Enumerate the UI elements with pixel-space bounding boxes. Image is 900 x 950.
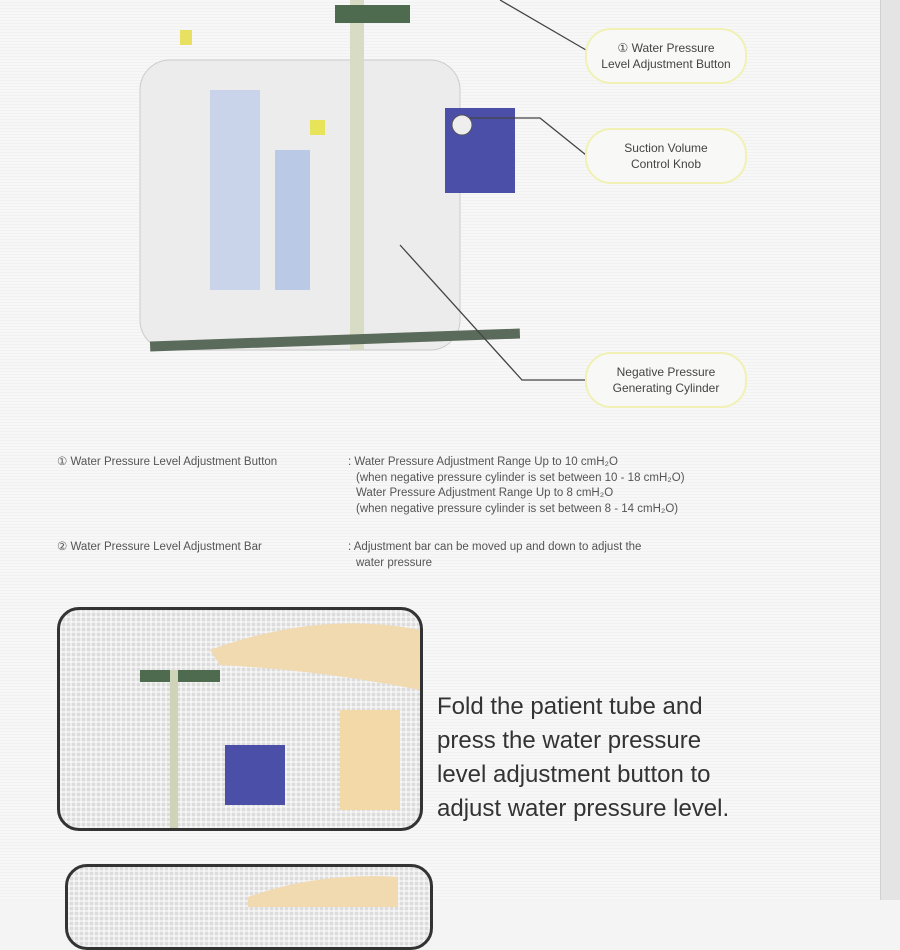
hand-photo — [68, 867, 430, 907]
callout-text: ① Water Pressure — [617, 41, 715, 55]
callout-text: Generating Cylinder — [612, 381, 720, 395]
page-edge — [880, 0, 900, 900]
callout-text: Control Knob — [630, 157, 702, 171]
instruction-text: Fold the patient tube and press the water pressure level adjustment button to adjust water pressure level. — [437, 693, 730, 822]
callout-water-pressure-button — [585, 28, 747, 84]
leader-lines — [0, 0, 880, 420]
photo-next-step — [65, 864, 433, 950]
callout-text: Level Adjustment Button — [601, 57, 731, 71]
photo-pressing-button — [57, 607, 423, 831]
callout-text: Negative Pressure — [616, 365, 716, 379]
spec-desc-1: : Water Pressure Adjustment Range Up to 10 cmH₂O (when negative pressure cylinder is set between 10 - 18 cmH₂O) Water Pressure Adjustment Range Up to 8 cmH₂O (when negative pressure cylinder is set between 8 - 14 cmH₂O) — [348, 456, 685, 515]
callout-text: Suction Volume — [624, 141, 708, 155]
spec-label-2: ② Water Pressure Level Adjustment Bar — [57, 541, 262, 553]
callout-negative-cylinder — [585, 352, 747, 408]
spec-label-1: ① Water Pressure Level Adjustment Button — [57, 456, 278, 468]
hand-device-photo — [60, 610, 420, 828]
callout-suction-knob — [585, 128, 747, 184]
spec-desc-2: : Adjustment bar can be moved up and down to adjust the water pressure — [348, 541, 642, 569]
